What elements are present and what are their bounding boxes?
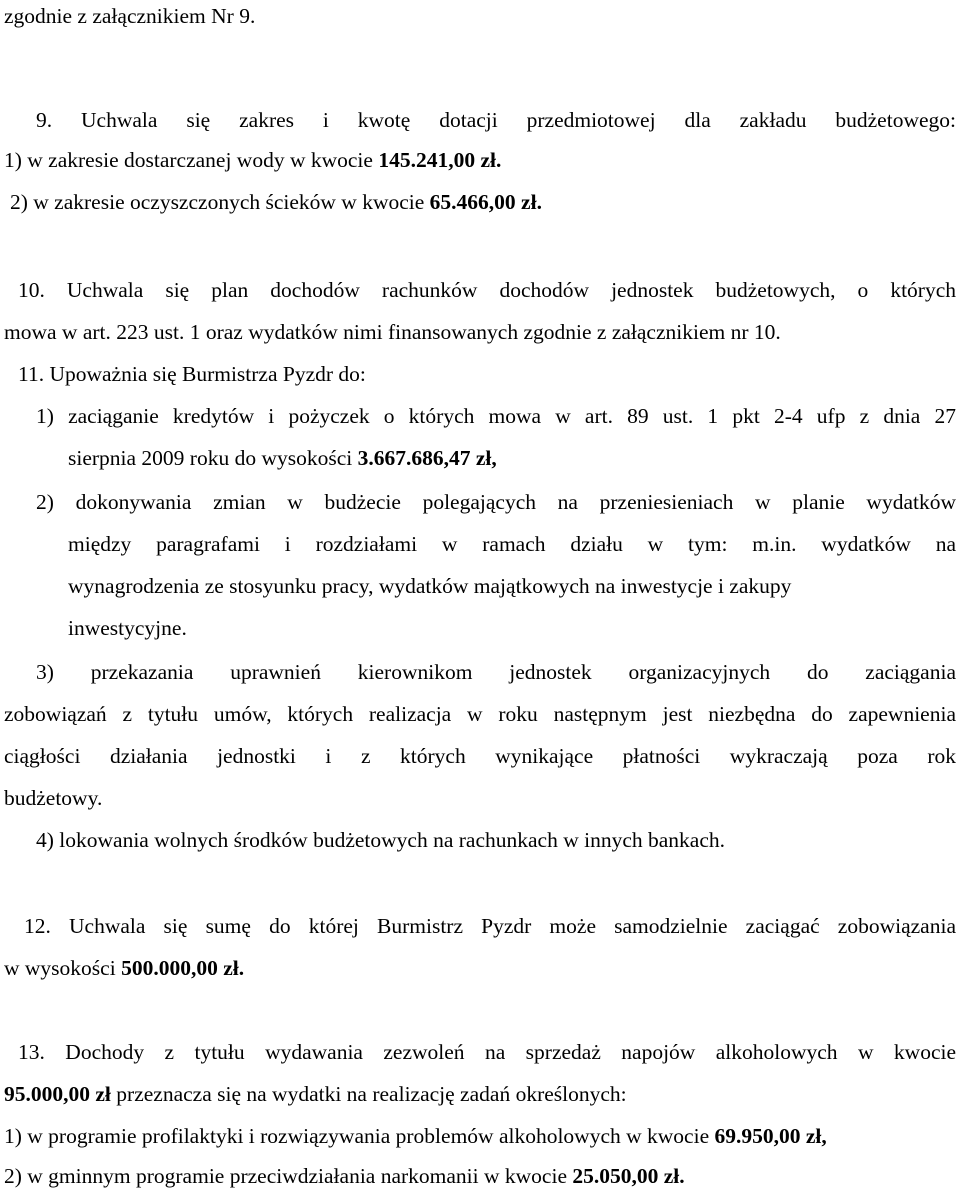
paragraph-13-line [4,1082,627,1107]
amount: 3.667.686,47 zł, [357,446,497,470]
paragraph-13-item-1 [4,1124,827,1149]
paragraph-12-line: 12. Uchwala się sumę do której Burmistrz Pyzdr może samodzielnie zaciągać zobowiązania [24,914,956,938]
paragraph-11-line: 3) przekazania uprawnień kierownikom jednostek organizacyjnych do zaciągania [36,660,956,684]
paragraph-10-line: mowa w art. 223 ust. 1 oraz wydatków nimi finansowanych zgodnie z załącznikiem nr 10. [4,320,781,344]
paragraph-9-item-1 [4,148,501,173]
paragraph-11-line: ciągłości działania jednostki i z których wynikające płatności wykraczają poza rok [4,744,956,768]
paragraph-11-line: inwestycyjne. [68,616,187,640]
paragraph-12-line [4,956,244,981]
paragraph-10-line: 10. Uchwala się plan dochodów rachunków dochodów jednostek budżetowych, o których [18,278,956,302]
item-text: 2) w zakresie oczyszczonych ścieków w kwocie [10,190,430,214]
paragraph-11-line: 1) zaciąganie kredytów i pożyczek o których mowa w art. 89 ust. 1 pkt 2-4 ufp z dnia 27 [36,404,956,428]
item-text: 2) w gminnym programie przeciwdziałania narkomanii w kwocie [4,1164,573,1188]
amount: 500.000,00 zł. [121,956,245,980]
paragraph-13-line: 13. Dochody z tytułu wydawania zezwoleń na sprzedaż napojów alkoholowych w kwocie [18,1040,956,1064]
paragraph-9-line: 9. Uchwala się zakres i kwotę dotacji przedmiotowej dla zakładu budżetowego: [36,108,956,132]
text-line: zgodnie z załącznikiem Nr 9. [4,4,256,28]
amount: 69.950,00 zł, [714,1124,827,1148]
paragraph-13-item-2 [4,1164,685,1189]
amount: 145.241,00 zł. [378,148,502,172]
paragraph-11-line: zobowiązań z tytułu umów, których realizacja w roku następnym jest niezbędna do zapewnienia [4,702,956,726]
paragraph-11-line: między paragrafami i rozdziałami w ramach działu w tym: m.in. wydatków na [68,532,956,556]
item-text: 1) w programie profilaktyki i rozwiązywania problemów alkoholowych w kwocie [4,1124,715,1148]
amount: 65.466,00 zł. [429,190,542,214]
item-text: 1) w zakresie dostarczanej wody w kwocie [4,148,379,172]
paragraph-11-line: 4) lokowania wolnych środków budżetowych na rachunkach w innych bankach. [36,828,725,852]
paragraph-11-line: budżetowy. [4,786,103,810]
amount: 25.050,00 zł. [572,1164,685,1188]
item-text: przeznacza się na wydatki na realizację zadań określonych: [110,1082,627,1106]
paragraph-9-item-2 [10,190,542,215]
paragraph-11-line: wynagrodzenia ze stosyunku pracy, wydatków majątkowych na inwestycje i zakupy [68,574,792,598]
paragraph-11-line: 11. Upoważnia się Burmistrza Pyzdr do: [18,362,366,386]
item-text: sierpnia 2009 roku do wysokości [68,446,358,470]
paragraph-11-line [68,446,497,471]
paragraph-11-line: 2) dokonywania zmian w budżecie polegających na przeniesieniach w planie wydatków [36,490,956,514]
amount: 95.000,00 zł [4,1082,111,1106]
item-text: w wysokości [4,956,122,980]
